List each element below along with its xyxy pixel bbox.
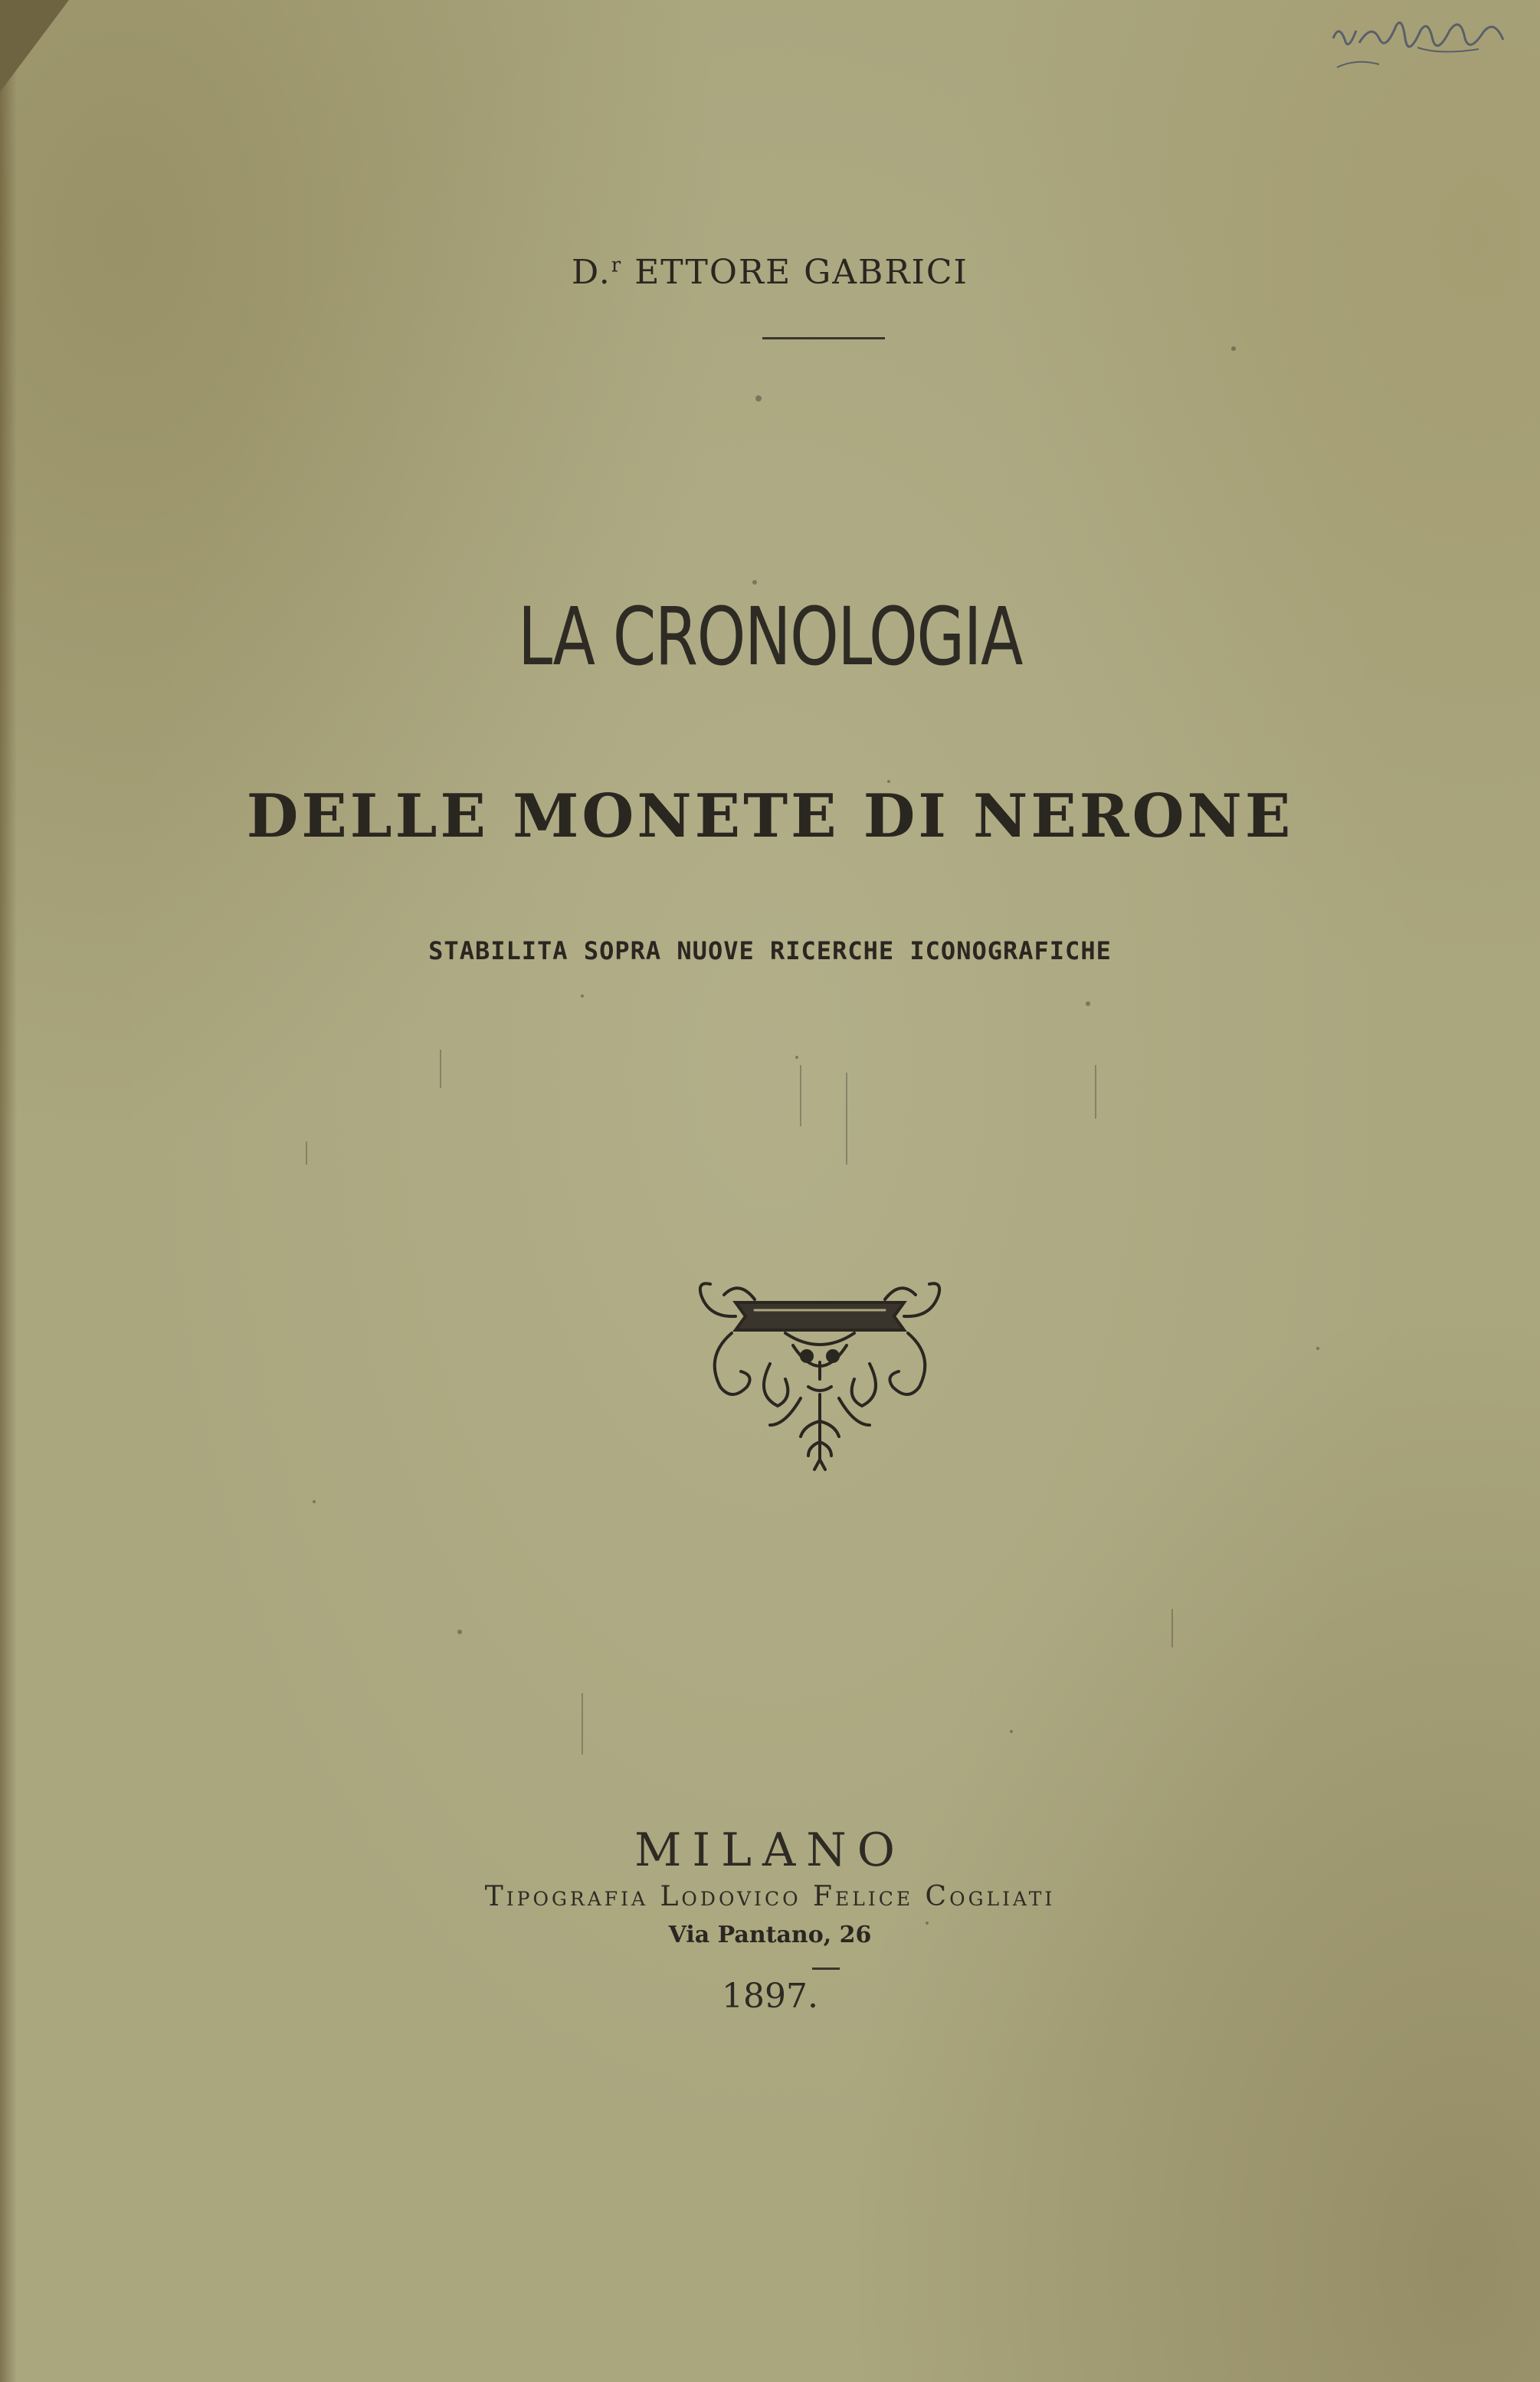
author-prefix: D. [572, 253, 611, 292]
handwritten-signature [1325, 8, 1517, 77]
title-line-1: LA CRONOLOGIA [518, 590, 1022, 683]
subtitle: STABILITA SOPRA NUOVE RICERCHE ICONOGRAFICHE [428, 936, 1112, 965]
author-line [0, 253, 1540, 292]
title-line-2: DELLE MONETE DI NERONE [246, 781, 1294, 851]
imprint-year: 1897. [722, 1977, 818, 2016]
imprint-printer: Tipografia Lodovico Felice Cogliati [484, 1881, 1056, 1912]
imprint-city: MILANO [634, 1823, 906, 1877]
imprint-address: Via Pantano, 26 [668, 1922, 872, 1948]
author-divider [762, 337, 885, 339]
author-prefix-superscript: r [611, 254, 623, 277]
imprint-divider [812, 1968, 840, 1970]
author-name: ETTORE GABRICI [634, 253, 968, 292]
ornament-vignette [693, 1272, 946, 1471]
